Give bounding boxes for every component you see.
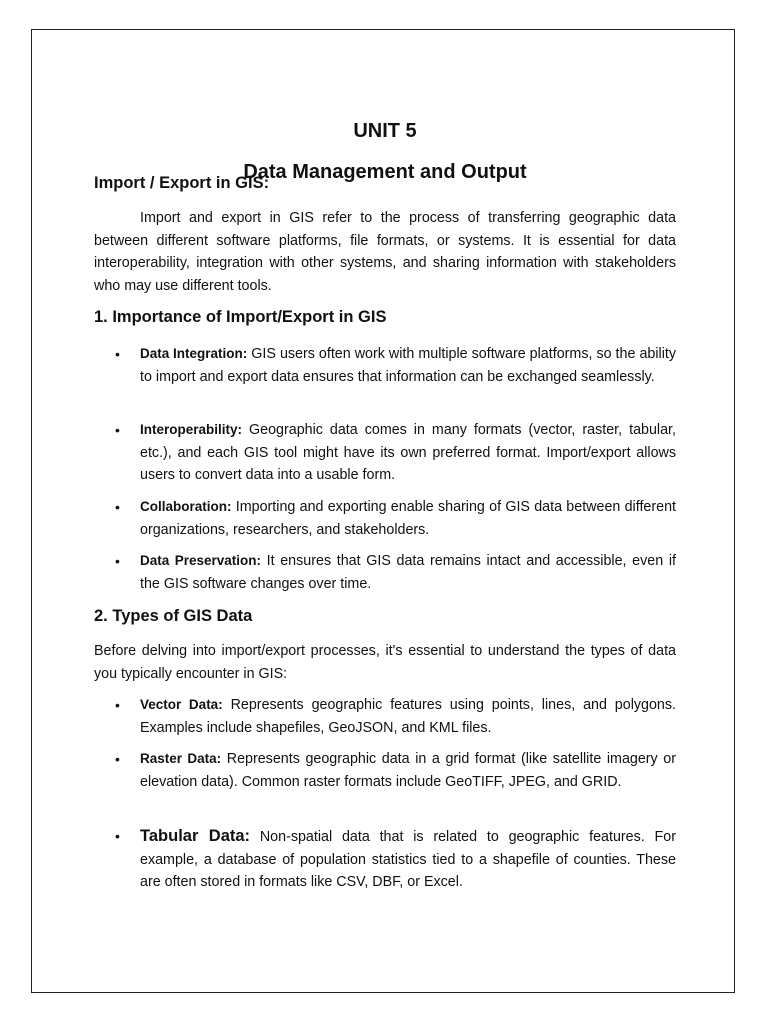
bullet-text: Represents geographic data in a grid format (like satellite imagery or elevation data). Common raster formats include GeoTIFF, JPEG, and GRID. [140,751,677,790]
bullet-term: Data Preservation: [140,553,261,568]
bullet-text: Importing and exporting enable sharing of GIS data between different organizations, researchers, and stakeholders. [140,499,676,538]
bullet-text: Non-spatial data that is related to geographic features. For example, a database of population statistics tied to a shapefile of counties. These are often stored in formats like CSV, DBF, or Excel. [140,829,676,890]
bullet-term: Vector Data: [140,697,223,712]
list-item [115,419,676,487]
section-heading-importance: 1. Importance of Import/Export in GIS [94,308,387,326]
bullet-icon: • [115,828,120,844]
intro-paragraph: Import and export in GIS refer to the process of transferring geographic data between different software platforms, file formats, or systems. It is essential for data interoperability, integration with other systems, and sharing information with stakeholders who may use different tools. [94,210,676,294]
list-item [115,694,677,739]
section-heading-import-export: Import / Export in GIS: [94,174,270,192]
list-item [115,550,676,595]
bullet-term: Raster Data: [140,751,222,766]
bullet-icon: • [115,422,120,438]
bullet-term: Data Integration: [140,346,248,361]
bullet-text: Geographic data comes in many formats (vector, raster, tabular, etc.), and each GIS tool might have its own preferred format. Import/export allows users to convert data into a usable form. [140,422,676,483]
bullet-icon: • [115,751,120,767]
list-item [115,343,676,388]
bullet-text: GIS users often work with multiple software platforms, so the ability to import and export data ensures that information can be exchanged seamlessly. [140,346,676,385]
bullet-text: Represents geographic features using points, lines, and polygons. Examples include shapefiles, GeoJSON, and KML files. [140,697,677,736]
bullet-icon: • [115,553,120,569]
types-intro-paragraph: Before delving into import/export processes, it's essential to understand the types of data you typically encounter in GIS: [94,643,676,682]
bullet-term: Collaboration: [140,499,232,514]
bullet-text: It ensures that GIS data remains intact and accessible, even if the GIS software changes over time. [140,553,676,592]
page-border [31,29,735,993]
list-item [115,748,677,793]
bullet-icon: • [115,346,120,362]
bullet-icon: • [115,499,120,515]
page-title: Data Management and Output [243,161,527,183]
list-item [115,496,676,541]
bullet-icon: • [115,697,120,713]
list-item [115,825,676,894]
section-heading-types: 2. Types of GIS Data [94,607,253,625]
bullet-term: Interoperability: [140,422,243,437]
bullet-term: Tabular Data: [140,827,251,845]
unit-label: UNIT 5 [353,120,417,142]
